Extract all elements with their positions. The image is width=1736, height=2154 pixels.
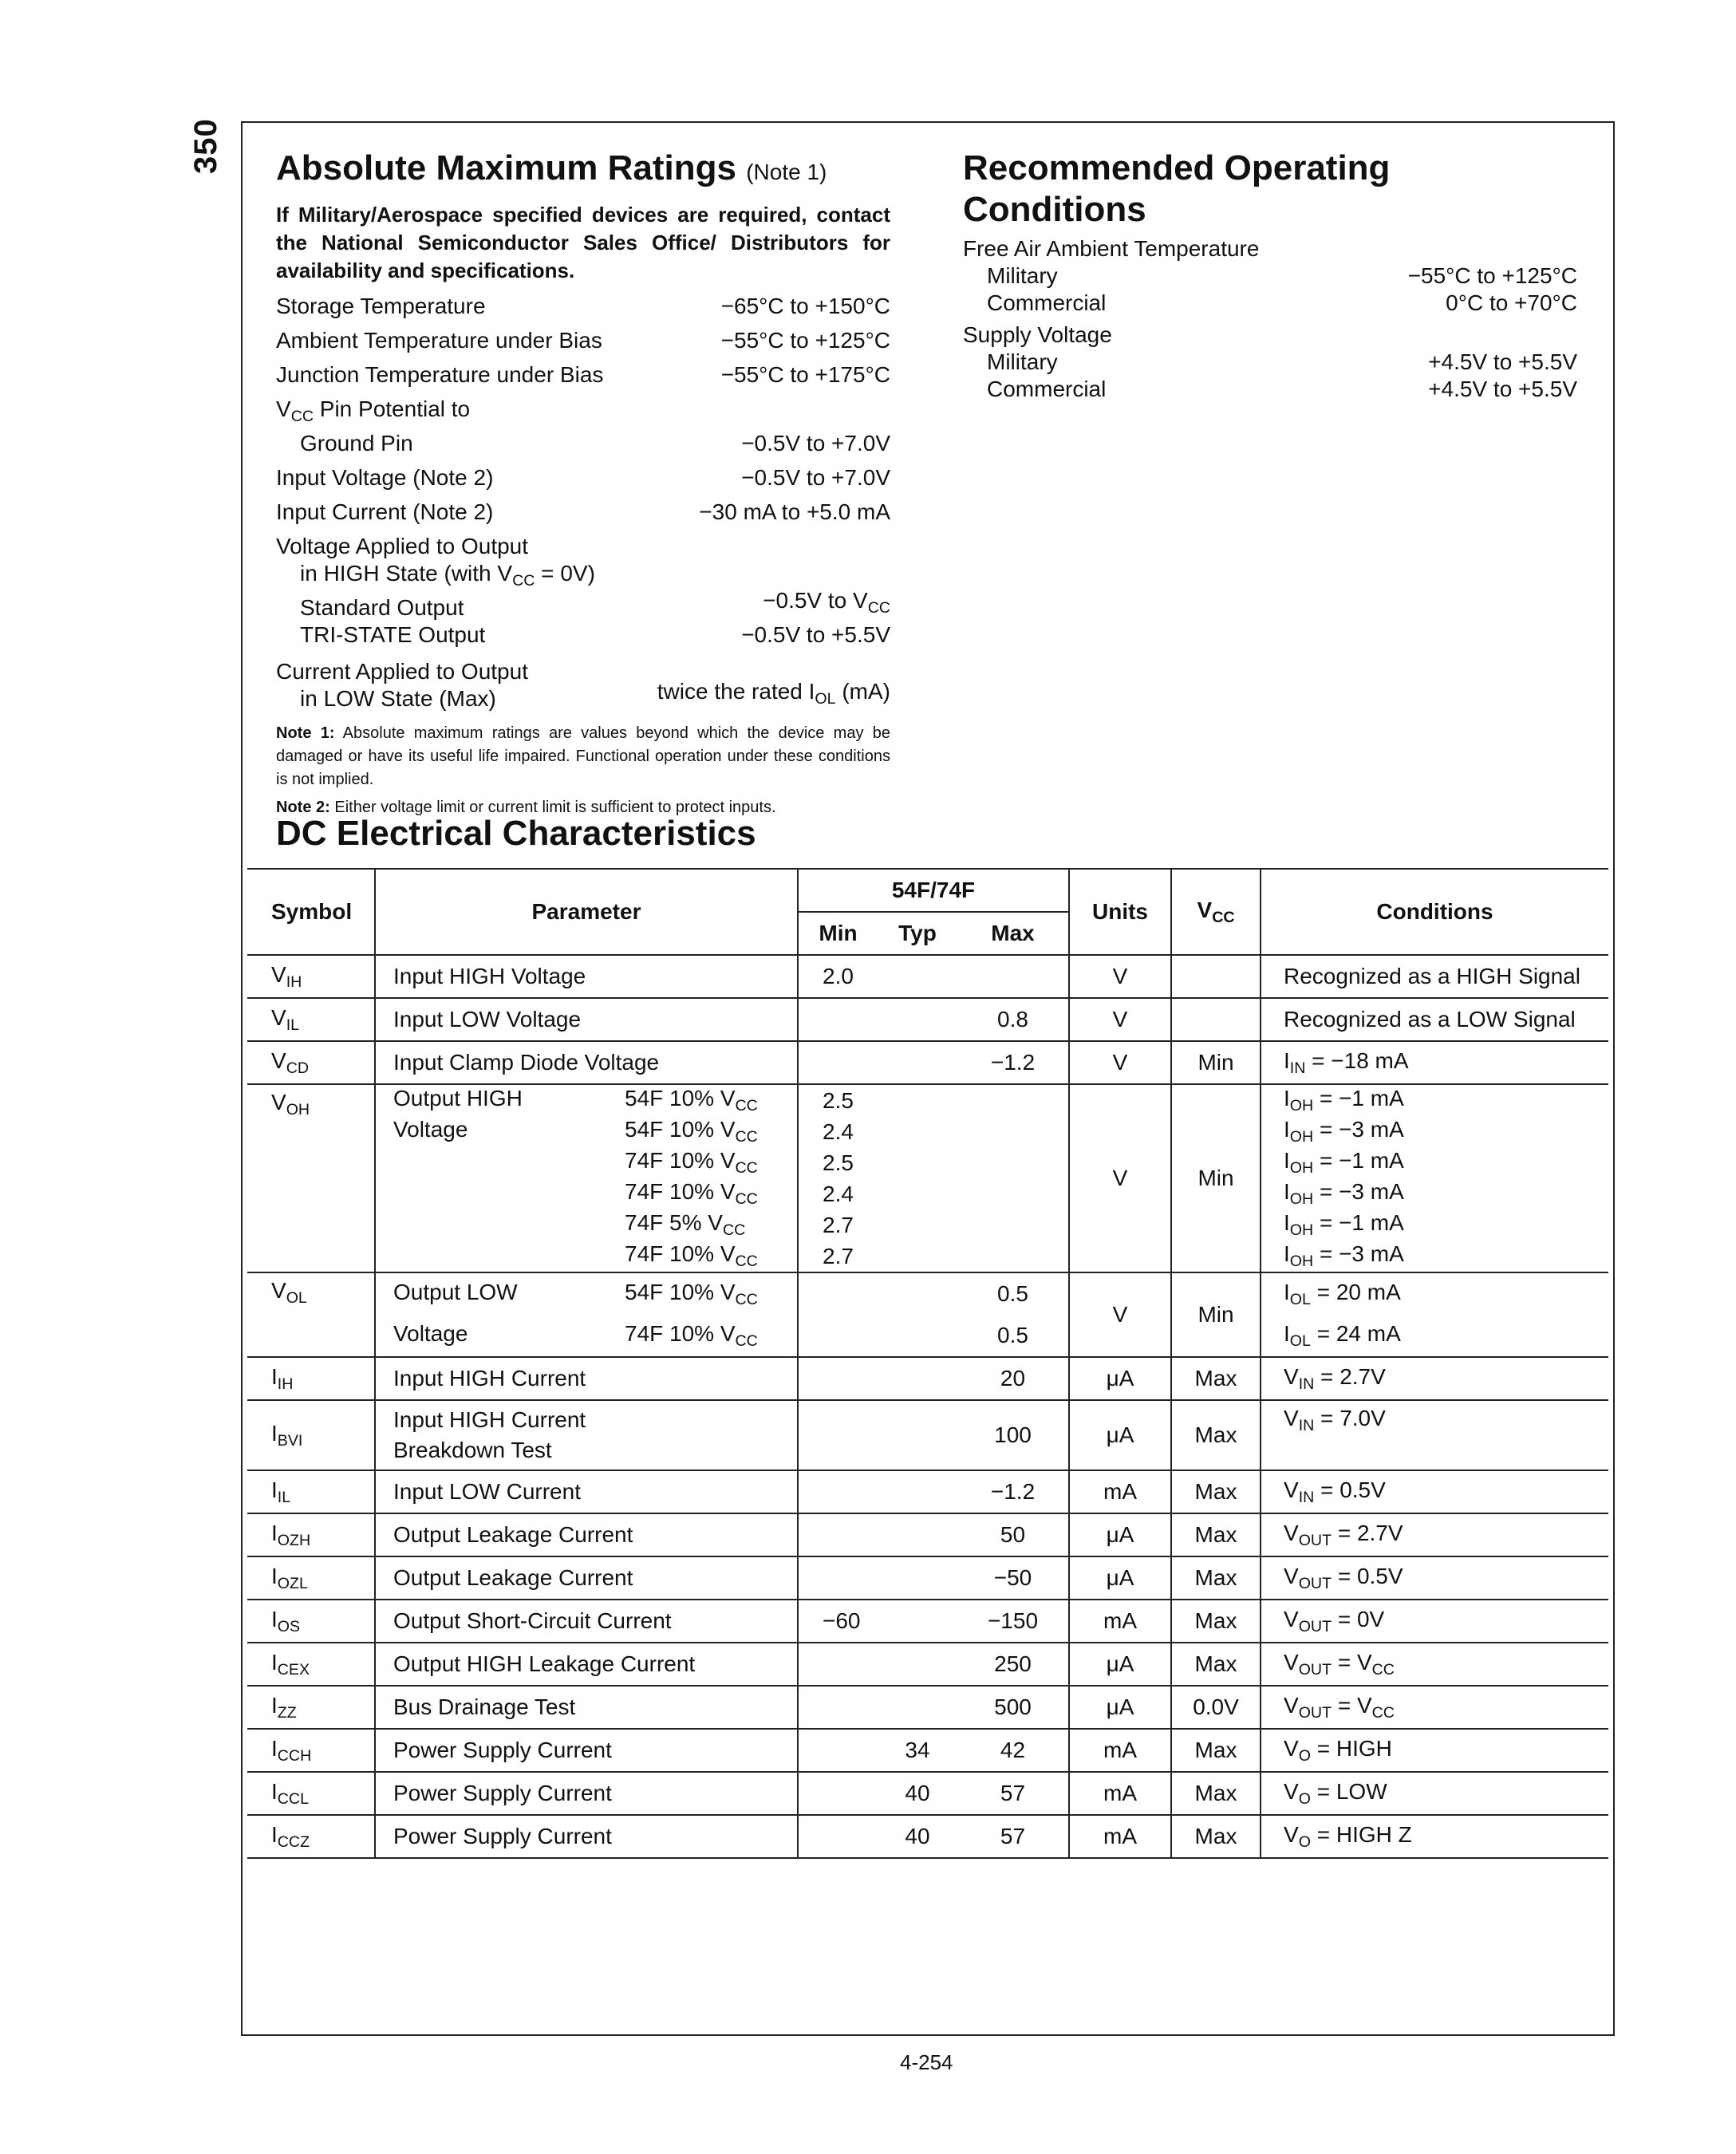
typ-cell (878, 1556, 957, 1600)
symbol-cell: $V_{OL}$ (247, 1272, 375, 1357)
parameter-cell: 74F 5% $V_{CC}$ (375, 1209, 798, 1241)
vcc-cell (1171, 955, 1261, 998)
parameter-cell: Output Leakage Current (375, 1513, 798, 1556)
conditions-cell: $V_{OUT} = 0.5V$ (1261, 1556, 1608, 1600)
vcc-cell: Min (1171, 1041, 1261, 1084)
conditions-cell: $I_{OL} = 20$ mA (1261, 1272, 1608, 1315)
symbol-cell: $I_{OZH}$ (247, 1513, 375, 1556)
typ-cell: 34 (878, 1729, 957, 1772)
rating-input-current: Input Current (Note 2) −30 mA to +5.0 mA (276, 499, 890, 524)
conditions-cell: $V_O$ = HIGH (1261, 1729, 1608, 1772)
conditions-cell: $V_{OUT} = V_{CC}$ (1261, 1643, 1608, 1686)
parameter-cell: 74F 10% $V_{CC}$ (375, 1147, 798, 1178)
roc-supply-label: Supply Voltage (963, 322, 1112, 347)
parameter-cell: Input HIGH Voltage (375, 955, 798, 998)
symbol-cell: $I_{OS}$ (247, 1600, 375, 1643)
units-cell: μA (1069, 1357, 1171, 1400)
symbol-cell: $V_{OH}$ (247, 1084, 375, 1272)
conditions-cell: $V_{OUT} = V_{CC}$ (1261, 1686, 1608, 1729)
roc-military-temp: Military −55°C to +125°C (987, 263, 1577, 288)
symbol-cell: $I_{OZL}$ (247, 1556, 375, 1600)
units-cell: μA (1069, 1556, 1171, 1600)
typ-cell (878, 1272, 957, 1315)
typ-cell (878, 1513, 957, 1556)
table-row (247, 1686, 1608, 1729)
amr-notice: If Military/Aerospace specified devices are required, contact the National Semiconductor Sales Office/ Distributors for availability and specifications. (276, 203, 890, 282)
units-cell: V (1069, 1084, 1171, 1272)
parameter-cell: Input LOW Current (375, 1470, 798, 1513)
units-cell: μA (1069, 1400, 1171, 1470)
vcc-cell: Max (1171, 1729, 1261, 1772)
symbol-cell: $I_{IL}$ (247, 1470, 375, 1513)
min-cell: 2.4 (798, 1178, 878, 1209)
header-vcc: $V_{CC}$ (1171, 869, 1261, 955)
symbol-cell: $I_{CCL}$ (247, 1772, 375, 1815)
parameter-cell: Power Supply Current (375, 1772, 798, 1815)
max-cell (957, 1084, 1069, 1272)
typ-cell (878, 955, 957, 998)
typ-cell: 40 (878, 1772, 957, 1815)
vcc-cell: Max (1171, 1357, 1261, 1400)
conditions-cell: $I_{OH} = -1$ mA (1261, 1209, 1608, 1241)
max-cell: 250 (957, 1643, 1069, 1686)
rating-ambient: Ambient Temperature under Bias −55°C to +125°C (276, 328, 890, 353)
max-cell: −1.2 (957, 1041, 1069, 1084)
table-row (247, 998, 1608, 1041)
min-cell (798, 1686, 878, 1729)
typ-cell (878, 1643, 957, 1686)
units-cell: mA (1069, 1470, 1171, 1513)
min-cell: −60 (798, 1600, 878, 1643)
symbol-cell: $V_{IH}$ (247, 955, 375, 998)
max-cell: −1.2 (957, 1470, 1069, 1513)
header-max: Max (957, 912, 1069, 955)
table-row (247, 1729, 1608, 1772)
units-cell: V (1069, 955, 1171, 998)
max-cell: 20 (957, 1357, 1069, 1400)
conditions-cell: Recognized as a HIGH Signal (1261, 955, 1608, 998)
vcc-cell: Max (1171, 1772, 1261, 1815)
table-row (247, 1643, 1608, 1686)
rating-vcc: $V_{CC}$ Pin Potential to Ground Pin −0.5V to +7.0V (276, 396, 890, 456)
parameter-cell: 74F 10% $V_{CC}$ (375, 1241, 798, 1272)
header-group: 54F/74F (798, 869, 1069, 912)
parameter-cell: Power Supply Current (375, 1729, 798, 1772)
side-page-number: 350 (188, 118, 223, 174)
roc-military-supply: Military +4.5V to +5.5V (987, 349, 1577, 374)
page-number: 4-254 (900, 2050, 953, 2074)
conditions-cell: $V_O$ = LOW (1261, 1772, 1608, 1815)
rating-junction: Junction Temperature under Bias −55°C to +175°C (276, 362, 890, 387)
max-cell: 50 (957, 1513, 1069, 1556)
min-cell (798, 1357, 878, 1400)
vcc-cell: Max (1171, 1815, 1261, 1858)
parameter-cell: Input HIGH Current (375, 1357, 798, 1400)
max-cell: 42 (957, 1729, 1069, 1772)
min-cell: 2.5 (798, 1147, 878, 1178)
typ-cell (878, 1400, 957, 1470)
units-cell: mA (1069, 1729, 1171, 1772)
max-cell: 57 (957, 1772, 1069, 1815)
min-cell (798, 1556, 878, 1600)
conditions-cell: Recognized as a LOW Signal (1261, 998, 1608, 1041)
typ-cell (878, 1600, 957, 1643)
parameter-cell: Input HIGH Current Breakdown Test (375, 1400, 798, 1470)
recommended-operating-conditions (963, 148, 1577, 403)
header-conditions: Conditions (1261, 869, 1608, 955)
table-row (247, 1357, 1608, 1400)
max-cell: 0.5 (957, 1315, 1069, 1357)
symbol-cell: $I_{ZZ}$ (247, 1686, 375, 1729)
rating-output-voltage: Voltage Applied to Output in HIGH State (with $V_{CC} = 0V$) (276, 534, 595, 590)
max-cell: 500 (957, 1686, 1069, 1729)
parameter-cell: Bus Drainage Test (375, 1686, 798, 1729)
typ-cell (878, 1470, 957, 1513)
typ-cell (878, 1315, 957, 1357)
conditions-cell: $V_{IN} = 2.7V$ (1261, 1357, 1608, 1400)
units-cell: mA (1069, 1815, 1171, 1858)
dc-title: DC Electrical Characteristics (276, 814, 756, 853)
roc-temp-label: Free Air Ambient Temperature (963, 236, 1260, 261)
table-row (247, 1041, 1608, 1084)
vcc-cell: Min (1171, 1272, 1261, 1357)
rating-standard-output: Standard Output −0.5V to $V_{CC}$ (300, 588, 890, 620)
header-parameter: Parameter (375, 869, 798, 955)
min-cell (798, 1643, 878, 1686)
symbol-cell: $V_{CD}$ (247, 1041, 375, 1084)
units-cell: mA (1069, 1600, 1171, 1643)
table-row (247, 1315, 1608, 1357)
parameter-cell: Input Clamp Diode Voltage (375, 1041, 798, 1084)
typ-cell (878, 1041, 957, 1084)
note-2: Note 2: Either voltage limit or current limit is sufficient to protect inputs. (276, 799, 776, 816)
symbol-cell: $I_{BVI}$ (247, 1400, 375, 1470)
units-cell: V (1069, 1272, 1171, 1357)
header-units: Units (1069, 869, 1171, 955)
parameter-cell: Output HIGH 54F 10% $V_{CC}$ (375, 1084, 798, 1116)
rating-storage: Storage Temperature −65°C to +150°C (276, 294, 890, 318)
min-cell: 2.5 (798, 1084, 878, 1116)
table-row (247, 1815, 1608, 1858)
table-row (247, 1772, 1608, 1815)
parameter-cell: Output HIGH Leakage Current (375, 1643, 798, 1686)
min-cell (798, 1815, 878, 1858)
max-cell: 0.5 (957, 1272, 1069, 1315)
min-cell: 2.0 (798, 955, 878, 998)
conditions-cell: $I_{IN} = -18$ mA (1261, 1041, 1608, 1084)
table-row (247, 955, 1608, 998)
header-typ: Typ (878, 912, 957, 955)
min-cell (798, 1772, 878, 1815)
min-cell (798, 1513, 878, 1556)
header-symbol: Symbol (247, 869, 375, 955)
conditions-cell: $V_{IN} = 7.0V$ (1261, 1400, 1608, 1470)
vcc-cell: Max (1171, 1600, 1261, 1643)
vcc-cell: Max (1171, 1513, 1261, 1556)
vcc-cell: Max (1171, 1470, 1261, 1513)
min-cell (798, 1729, 878, 1772)
min-cell: 2.7 (798, 1241, 878, 1272)
min-cell (798, 1315, 878, 1357)
min-cell (798, 1272, 878, 1315)
vcc-cell: Max (1171, 1556, 1261, 1600)
rating-output-current: Current Applied to Output in LOW State (Max) twice the rated $I_{OL}$ (mA) (276, 659, 890, 711)
units-cell: μA (1069, 1643, 1171, 1686)
max-cell: 57 (957, 1815, 1069, 1858)
vcc-cell: Max (1171, 1400, 1261, 1470)
parameter-cell: Voltage 54F 10% $V_{CC}$ (375, 1116, 798, 1147)
parameter-cell: Output LOW 54F 10% $V_{CC}$ (375, 1272, 798, 1315)
conditions-cell: $V_{IN} = 0.5V$ (1261, 1470, 1608, 1513)
typ-cell (878, 1084, 957, 1272)
min-cell (798, 1470, 878, 1513)
parameter-cell: Voltage 74F 10% $V_{CC}$ (375, 1315, 798, 1357)
rating-tristate-output: TRI-STATE Output −0.5V to +5.5V (300, 622, 890, 647)
symbol-cell: $I_{CCH}$ (247, 1729, 375, 1772)
dc-characteristics-table (247, 868, 1608, 1859)
vcc-cell: Max (1171, 1643, 1261, 1686)
max-cell (957, 955, 1069, 998)
parameter-cell: 74F 10% $V_{CC}$ (375, 1178, 798, 1209)
typ-cell (878, 1357, 957, 1400)
conditions-cell: $I_{OH} = -3$ mA (1261, 1178, 1608, 1209)
min-cell: 2.7 (798, 1209, 878, 1241)
note-1: Note 1: Absolute maximum ratings are values beyond which the device may be damaged or have its useful life impaired. Functional operation under these conditions is not implied. (276, 724, 890, 788)
max-cell: 0.8 (957, 998, 1069, 1041)
parameter-cell: Power Supply Current (375, 1815, 798, 1858)
units-cell: μA (1069, 1686, 1171, 1729)
table-header-row (247, 869, 1608, 912)
vcc-cell (1171, 998, 1261, 1041)
min-cell (798, 1400, 878, 1470)
typ-cell (878, 998, 957, 1041)
conditions-cell: $I_{OH} = -3$ mA (1261, 1116, 1608, 1147)
table-row (247, 1272, 1608, 1315)
parameter-cell: Output Short-Circuit Current (375, 1600, 798, 1643)
table-row (247, 1513, 1608, 1556)
units-cell: μA (1069, 1513, 1171, 1556)
amr-title: Absolute Maximum Ratings (Note 1) (276, 148, 827, 187)
table-row (247, 1470, 1608, 1513)
typ-cell (878, 1686, 957, 1729)
conditions-cell: $I_{OL} = 24$ mA (1261, 1315, 1608, 1357)
units-cell: V (1069, 998, 1171, 1041)
conditions-cell: $I_{OH} = -1$ mA (1261, 1084, 1608, 1116)
max-cell: 100 (957, 1400, 1069, 1470)
roc-commercial-temp: Commercial 0°C to +70°C (987, 290, 1577, 315)
max-cell: −50 (957, 1556, 1069, 1600)
conditions-cell: $I_{OH} = -1$ mA (1261, 1147, 1608, 1178)
conditions-cell: $I_{OH} = -3$ mA (1261, 1241, 1608, 1272)
table-row (247, 1400, 1608, 1470)
table-row (247, 1556, 1608, 1600)
parameter-cell: Output Leakage Current (375, 1556, 798, 1600)
units-cell: V (1069, 1041, 1171, 1084)
units-cell: mA (1069, 1772, 1171, 1815)
header-min: Min (798, 912, 878, 955)
absolute-maximum-ratings (276, 148, 890, 819)
vcc-cell: Min (1171, 1084, 1261, 1272)
conditions-cell: $V_O$ = HIGH Z (1261, 1815, 1608, 1858)
roc-title: Recommended Operating Conditions (963, 148, 1391, 229)
conditions-cell: $V_{OUT} = 0V$ (1261, 1600, 1608, 1643)
vcc-cell: 0.0V (1171, 1686, 1261, 1729)
symbol-cell: $V_{IL}$ (247, 998, 375, 1041)
conditions-cell: $V_{OUT} = 2.7V$ (1261, 1513, 1608, 1556)
roc-commercial-supply: Commercial +4.5V to +5.5V (987, 377, 1577, 401)
min-cell (798, 998, 878, 1041)
parameter-cell: Input LOW Voltage (375, 998, 798, 1041)
symbol-cell: $I_{CEX}$ (247, 1643, 375, 1686)
typ-cell: 40 (878, 1815, 957, 1858)
min-cell: 2.4 (798, 1116, 878, 1147)
table-row (247, 1084, 1608, 1116)
min-cell (798, 1041, 878, 1084)
max-cell: −150 (957, 1600, 1069, 1643)
table-row (247, 1600, 1608, 1643)
rating-input-voltage: Input Voltage (Note 2) −0.5V to +7.0V (276, 465, 890, 490)
symbol-cell: $I_{IH}$ (247, 1357, 375, 1400)
symbol-cell: $I_{CCZ}$ (247, 1815, 375, 1858)
